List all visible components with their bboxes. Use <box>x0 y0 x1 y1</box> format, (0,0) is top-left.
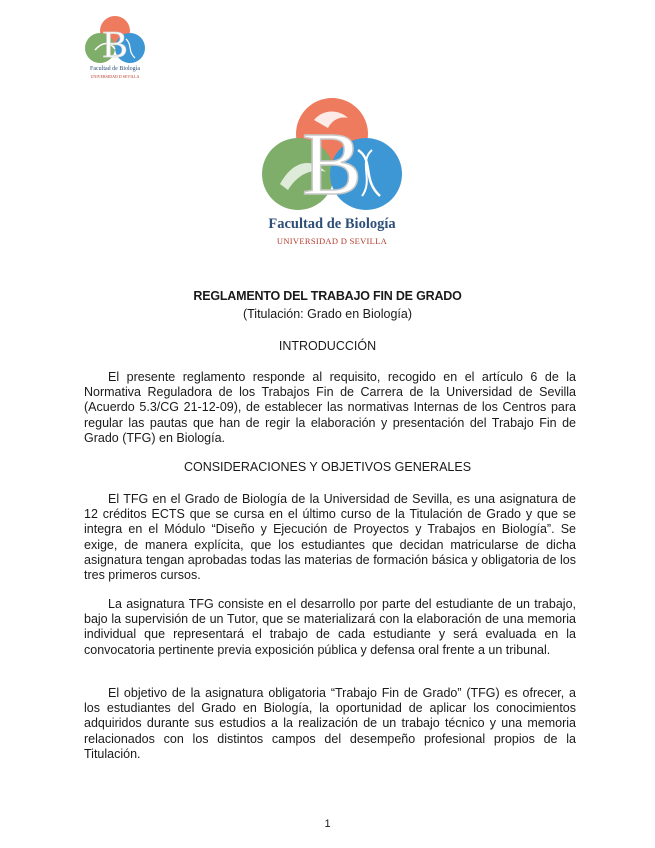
document-subtitle: (Titulación: Grado en Biología) <box>242 307 413 321</box>
paragraph-tfg-description: El TFG en el Grado de Biología de la Universidad de Sevilla, es una asignatura de 12 créditos ECTS que se cursa en el último curso de la Titulación de Grado y que se integra en el Módulo “Diseño y Ejecución de Proyectos y Trabajos en Biología”. Se exige, de manera explícita, que los estudiantes que decidan matricularse de dicha asignatura tengan aprobadas todas las materias de formación básica y obligatoria de los tres primeros cursos. <box>84 492 576 583</box>
center-logo-university: UNIVERSIDAD D SEVILLA <box>276 236 388 246</box>
logo-letter: B <box>301 115 363 212</box>
header-logo-faculty: Facultad de Biología <box>90 66 140 72</box>
faculty-emblem-icon <box>262 96 402 212</box>
section-heading-considerations: CONSIDERACIONES Y OBJETIVOS GENERALES <box>183 460 472 474</box>
header-logo <box>80 14 150 86</box>
header-logo-university: UNIVERSIDAD D SEVILLA <box>90 74 140 79</box>
logo-letter: B <box>102 24 128 66</box>
paragraph-tfg-objective: El objetivo de la asignatura obligatoria “Trabajo Fin de Grado” (TFG) es ofrecer, a los estudiantes del Grado en Biología, la oportunidad de aplicar los conocimientos adquiridos durante sus estudios a la realización de un trabajo técnico y una memoria relacionados con los distintos campos del desempeño profesional propios de la Titulación. <box>84 686 576 761</box>
faculty-emblem-icon <box>80 14 150 66</box>
center-logo <box>262 96 402 256</box>
section-heading-introduction: INTRODUCCIÓN <box>278 339 377 353</box>
center-logo-faculty: Facultad de Biología <box>268 216 396 232</box>
paragraph-tfg-development: La asignatura TFG consiste en el desarrollo por parte del estudiante de un trabajo, bajo la supervisión de un Tutor, que se materializará con la elaboración de una memoria individual que representará el trabajo de cada estudiante y será evaluada en la convocatoria pertinente previa exposición pública y defensa oral frente a un tribunal. <box>84 597 576 657</box>
page-number: 1 <box>324 818 331 830</box>
intro-paragraph: El presente reglamento responde al requisito, recogido en el artículo 6 de la Normativa Reguladora de los Trabajos Fin de Carrera de la Universidad de Sevilla (Acuerdo 5.3/CG 21-12-09), de establecer las normativas Internas de los Centros para regular las pautas que han de regir la elaboración y presentación del Trabajo Fin de Grado (TFG) en Biología. <box>84 370 576 445</box>
document-title: REGLAMENTO DEL TRABAJO FIN DE GRADO <box>193 289 462 303</box>
